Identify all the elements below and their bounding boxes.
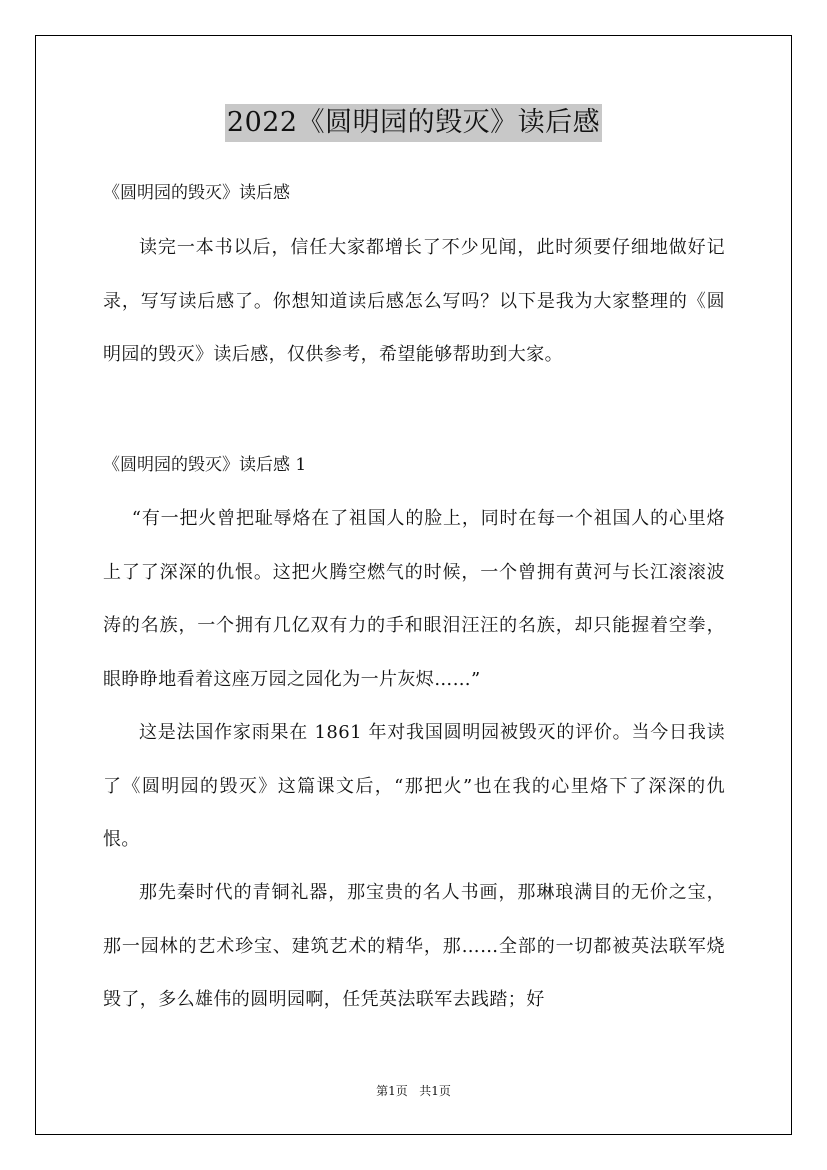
document-title: 2022《圆明园的毁灭》读后感 xyxy=(225,104,602,142)
page-total: 共1页 xyxy=(419,1084,451,1098)
page-footer xyxy=(0,1083,827,1099)
page-number: 第1页 xyxy=(376,1084,408,1098)
intro-paragraph: 读完一本书以后，信任大家都增长了不少见闻，此时须要仔细地做好记录，写写读后感了。你想知道读后感怎么写吗？以下是我为大家整理的《圆明园的毁灭》读后感，仅供参考，希望能够帮助到大家。 xyxy=(103,237,725,365)
document-subtitle: 《圆明园的毁灭》读后感 xyxy=(103,183,290,203)
body-paragraph-2: 这是法国作家雨果在 1861 年对我国圆明园被毁灭的评价。当今日我读了《圆明园的毁灭》这篇课文后，“那把火”也在我的心里烙下了深深的仇恨。 xyxy=(103,722,725,850)
body-paragraph-3: 那先秦时代的青铜礼器，那宝贵的名人书画，那琳琅满目的无价之宝，那一园林的艺术珍宝、建筑艺术的精华，那……全部的一切都被英法联军烧毁了，多么雄伟的圆明园啊，任凭英法联军去践踏；好 xyxy=(103,882,725,1010)
title-container xyxy=(0,104,827,142)
section-heading: 《圆明园的毁灭》读后感 1 xyxy=(103,455,307,475)
body-paragraph-1: “有一把火曾把耻辱烙在了祖国人的脸上，同时在每一个祖国人的心里烙上了了深深的仇恨。这把火腾空燃气的时候，一个曾拥有黄河与长江滚滚波涛的名族，一个拥有几亿双有力的手和眼泪汪汪的名族，却只能握着空拳，眼睁睁地看着这座万园之园化为一片灰烬……” xyxy=(103,508,725,690)
